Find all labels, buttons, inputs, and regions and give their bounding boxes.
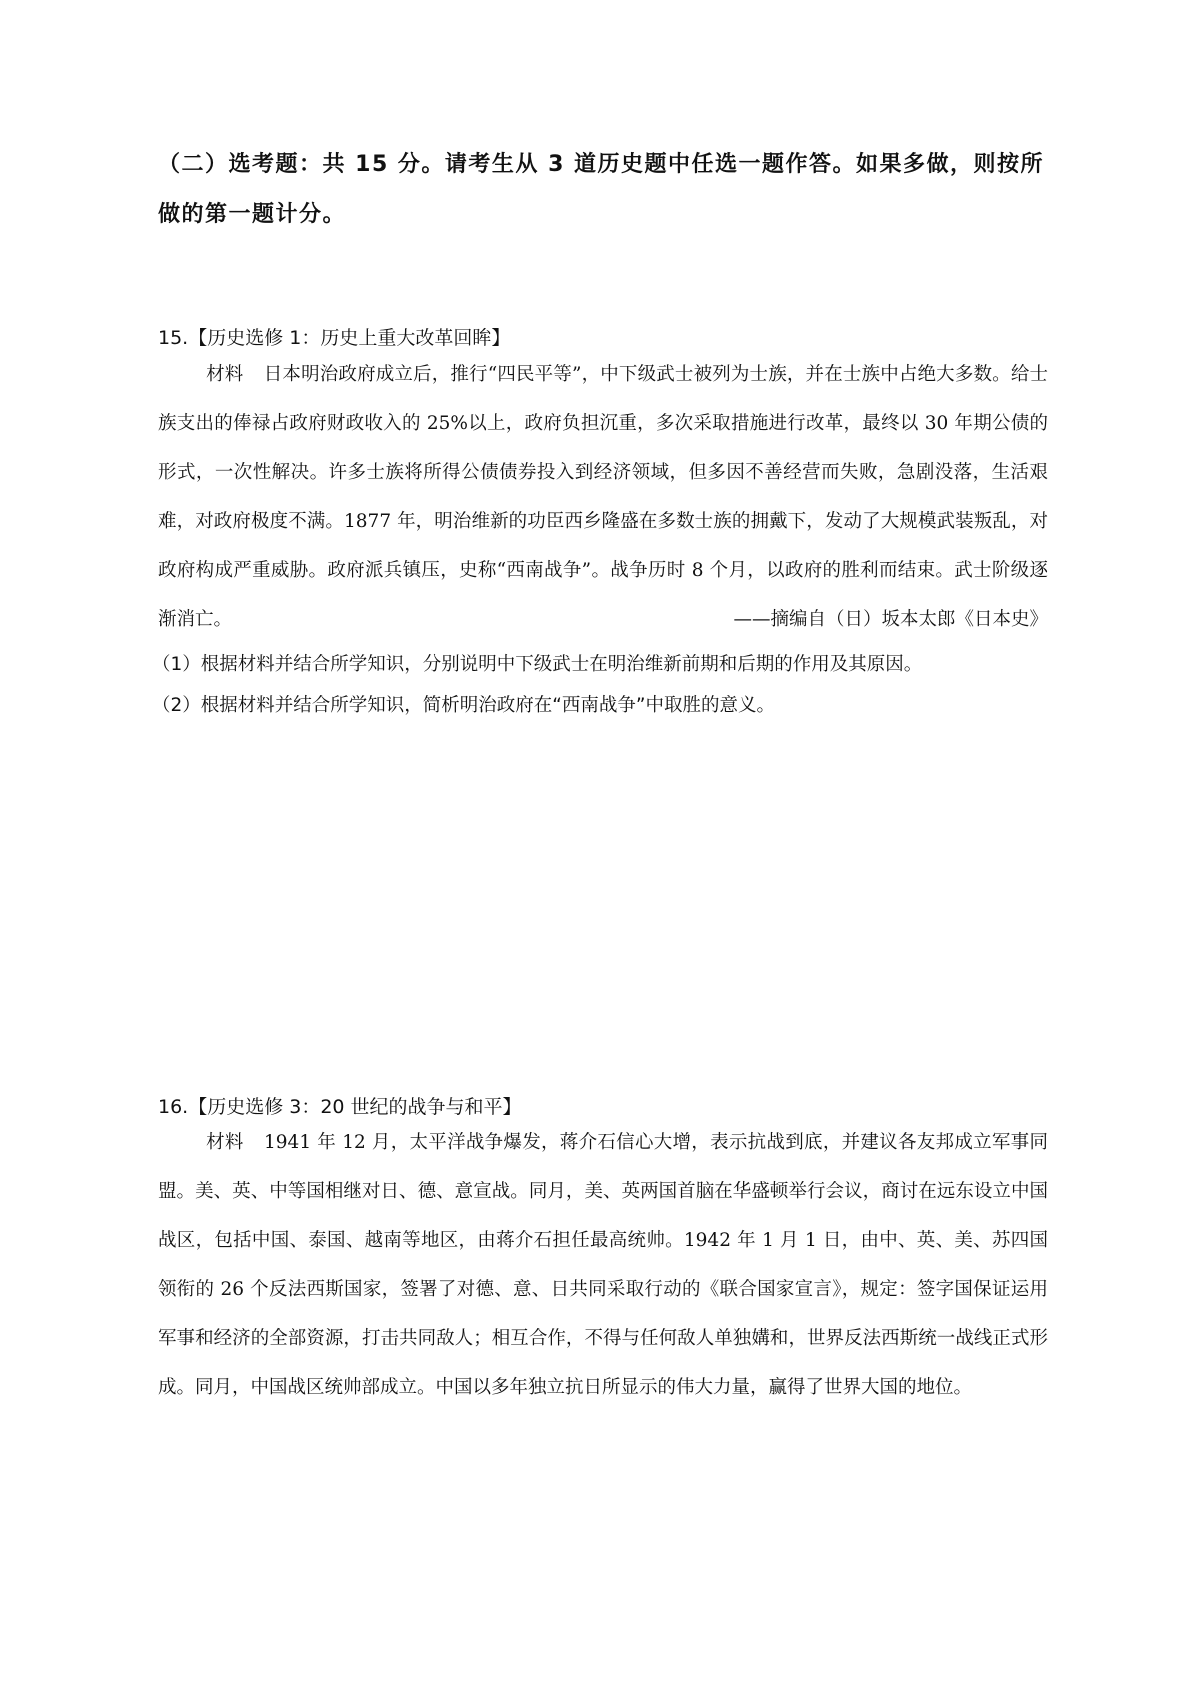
section-heading: （二）选考题：共 15 分。请考生从 3 道历史题中任选一题作答。如果多做，则按所做的第一题计分。 — [158, 152, 1045, 227]
question-15-source: ——摘编自（日）坂本太郎《日本史》 — [733, 609, 1048, 630]
question-15-title: 15.【历史选修 1：历史上重大改革回眸】 — [158, 327, 511, 349]
question-15-material-text: 日本明治政府成立后，推行“四民平等”，中下级武士被列为士族，并在士族中占绝大多数。给士族支出的俸禄占政府财政收入的 25%以上，政府负担沉重，多次采取措施进行改革，最终以 30 年期公债的形式，一次性解决。许多士族将所得公债债券投入到经济领域，但多因不善经营而失败，急剧没落，生活艰难，对政府极度不满。1877 年，明治维新的功臣西乡隆盛在多数士族的拥戴下，发动了大规模武装叛乱，对政府构成严重威胁。政府派兵镇压，史称“西南战争”。战争历时 8 个月，以政府的胜利而结束。武士阶级逐渐消亡。 — [158, 364, 1048, 630]
question-15-subquestion-1: （1）根据材料并结合所学知识，分别说明中下级武士在明治维新前期和后期的作用及其原因。 — [152, 654, 923, 675]
question-15-material — [158, 350, 1048, 644]
question-16-material — [158, 1118, 1048, 1412]
question-15-material-label: 材料 — [206, 364, 244, 385]
question-16-material-label: 材料 — [206, 1132, 244, 1153]
question-16-material-text: 1941 年 12 月，太平洋战争爆发，蒋介石信心大增，表示抗战到底，并建议各友邦成立军事同盟。美、英、中等国相继对日、德、意宣战。同月，美、英两国首脑在华盛顿举行会议，商讨在远东设立中国战区，包括中国、泰国、越南等地区，由蒋介石担任最高统帅。1942 年 1 月 1 日，由中、英、美、苏四国领衔的 26 个反法西斯国家，签署了对德、意、日共同采取行动的《联合国家宣言》，规定：签字国保证运用军事和经济的全部资源，打击共同敌人；相互合作，不得与任何敌人单独媾和，世界反法西斯统一战线正式形成。同月，中国战区统帅部成立。中国以多年独立抗日所显示的伟大力量，赢得了世界大国的地位。 — [158, 1132, 1048, 1398]
question-15-subquestion-2: （2）根据材料并结合所学知识，简析明治政府在“西南战争”中取胜的意义。 — [152, 695, 775, 716]
question-16-title: 16.【历史选修 3：20 世纪的战争与和平】 — [158, 1096, 522, 1118]
